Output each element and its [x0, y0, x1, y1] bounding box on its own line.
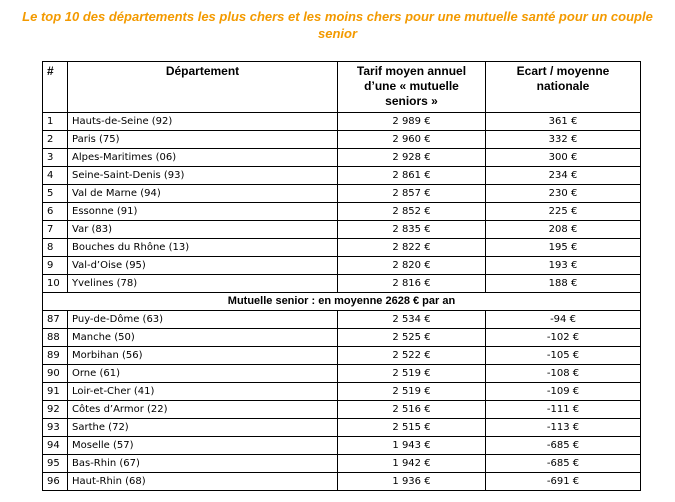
department-cell: Haut-Rhin (68) — [68, 473, 338, 491]
rank-cell: 2 — [43, 131, 68, 149]
header-department: Département — [68, 62, 338, 113]
page-title — [0, 8, 675, 42]
rank-cell: 90 — [43, 365, 68, 383]
separator-row — [43, 293, 641, 311]
table-row — [43, 329, 641, 347]
table-row — [43, 131, 641, 149]
rank-cell: 91 — [43, 383, 68, 401]
table-row — [43, 149, 641, 167]
department-cell: Orne (61) — [68, 365, 338, 383]
table-row — [43, 167, 641, 185]
tariff-cell: 2 534 € — [338, 311, 486, 329]
gap-cell: 208 € — [486, 221, 641, 239]
rank-cell: 93 — [43, 419, 68, 437]
tariff-cell: 2 835 € — [338, 221, 486, 239]
ranking-table — [42, 61, 641, 491]
gap-cell: -111 € — [486, 401, 641, 419]
department-cell: Seine-Saint-Denis (93) — [68, 167, 338, 185]
department-cell: Manche (50) — [68, 329, 338, 347]
department-cell: Bouches du Rhône (13) — [68, 239, 338, 257]
table-row — [43, 383, 641, 401]
rank-cell: 8 — [43, 239, 68, 257]
tariff-cell: 2 820 € — [338, 257, 486, 275]
separator-cell: Mutuelle senior : en moyenne 2628 € par an — [43, 293, 641, 311]
rank-cell: 88 — [43, 329, 68, 347]
rank-cell: 94 — [43, 437, 68, 455]
rank-cell: 4 — [43, 167, 68, 185]
rank-cell: 92 — [43, 401, 68, 419]
table-row — [43, 275, 641, 293]
department-cell: Yvelines (78) — [68, 275, 338, 293]
gap-cell: -113 € — [486, 419, 641, 437]
tariff-cell: 2 928 € — [338, 149, 486, 167]
rank-cell: 10 — [43, 275, 68, 293]
department-cell: Sarthe (72) — [68, 419, 338, 437]
rank-cell: 5 — [43, 185, 68, 203]
table-row — [43, 203, 641, 221]
tariff-cell: 2 822 € — [338, 239, 486, 257]
table-row — [43, 347, 641, 365]
department-cell: Alpes-Maritimes (06) — [68, 149, 338, 167]
department-cell: Puy-de-Dôme (63) — [68, 311, 338, 329]
gap-cell: 195 € — [486, 239, 641, 257]
department-cell: Morbihan (56) — [68, 347, 338, 365]
table-row — [43, 419, 641, 437]
table-row — [43, 257, 641, 275]
tariff-cell: 2 989 € — [338, 113, 486, 131]
gap-cell: -685 € — [486, 437, 641, 455]
table-row — [43, 401, 641, 419]
rank-cell: 95 — [43, 455, 68, 473]
rank-cell: 87 — [43, 311, 68, 329]
department-cell: Paris (75) — [68, 131, 338, 149]
table-header — [43, 62, 641, 113]
department-cell: Hauts-de-Seine (92) — [68, 113, 338, 131]
header-gap: Ecart / moyenne nationale — [486, 62, 641, 113]
tariff-cell: 2 515 € — [338, 419, 486, 437]
tariff-cell: 2 519 € — [338, 365, 486, 383]
tariff-cell: 2 857 € — [338, 185, 486, 203]
table-row — [43, 365, 641, 383]
tariff-cell: 2 852 € — [338, 203, 486, 221]
gap-cell: -685 € — [486, 455, 641, 473]
gap-cell: -108 € — [486, 365, 641, 383]
department-cell: Côtes d’Armor (22) — [68, 401, 338, 419]
title-line-1: Le top 10 des départements les plus chers et les moins chers pour une mutuelle santé pour un couple — [22, 9, 653, 24]
header-rank: # — [43, 62, 68, 113]
gap-cell: 230 € — [486, 185, 641, 203]
table-row — [43, 455, 641, 473]
department-cell: Val de Marne (94) — [68, 185, 338, 203]
tariff-cell: 1 942 € — [338, 455, 486, 473]
table-row — [43, 311, 641, 329]
rank-cell: 3 — [43, 149, 68, 167]
department-cell: Var (83) — [68, 221, 338, 239]
tariff-cell: 2 960 € — [338, 131, 486, 149]
gap-cell: 225 € — [486, 203, 641, 221]
gap-cell: 361 € — [486, 113, 641, 131]
gap-cell: 300 € — [486, 149, 641, 167]
table-row — [43, 437, 641, 455]
table-row — [43, 239, 641, 257]
table-body — [43, 113, 641, 491]
tariff-cell: 2 522 € — [338, 347, 486, 365]
tariff-cell: 2 516 € — [338, 401, 486, 419]
rank-cell: 1 — [43, 113, 68, 131]
rank-cell: 89 — [43, 347, 68, 365]
department-cell: Essonne (91) — [68, 203, 338, 221]
rank-cell: 6 — [43, 203, 68, 221]
department-cell: Val-d’Oise (95) — [68, 257, 338, 275]
gap-cell: 234 € — [486, 167, 641, 185]
gap-cell: -691 € — [486, 473, 641, 491]
tariff-cell: 1 943 € — [338, 437, 486, 455]
table-row — [43, 185, 641, 203]
header-row — [43, 62, 641, 113]
gap-cell: 188 € — [486, 275, 641, 293]
table-row — [43, 473, 641, 491]
rank-cell: 96 — [43, 473, 68, 491]
tariff-cell: 2 861 € — [338, 167, 486, 185]
tariff-cell: 1 936 € — [338, 473, 486, 491]
gap-cell: -105 € — [486, 347, 641, 365]
header-tariff: Tarif moyen annuel d’une « mutuelle seniors » — [338, 62, 486, 113]
tariff-cell: 2 816 € — [338, 275, 486, 293]
table-row — [43, 221, 641, 239]
gap-cell: -109 € — [486, 383, 641, 401]
tariff-cell: 2 525 € — [338, 329, 486, 347]
gap-cell: 332 € — [486, 131, 641, 149]
title-line-2: senior — [317, 26, 357, 41]
department-cell: Moselle (57) — [68, 437, 338, 455]
rank-cell: 9 — [43, 257, 68, 275]
gap-cell: -102 € — [486, 329, 641, 347]
rank-cell: 7 — [43, 221, 68, 239]
gap-cell: -94 € — [486, 311, 641, 329]
gap-cell: 193 € — [486, 257, 641, 275]
department-cell: Bas-Rhin (67) — [68, 455, 338, 473]
tariff-cell: 2 519 € — [338, 383, 486, 401]
department-cell: Loir-et-Cher (41) — [68, 383, 338, 401]
table-row — [43, 113, 641, 131]
